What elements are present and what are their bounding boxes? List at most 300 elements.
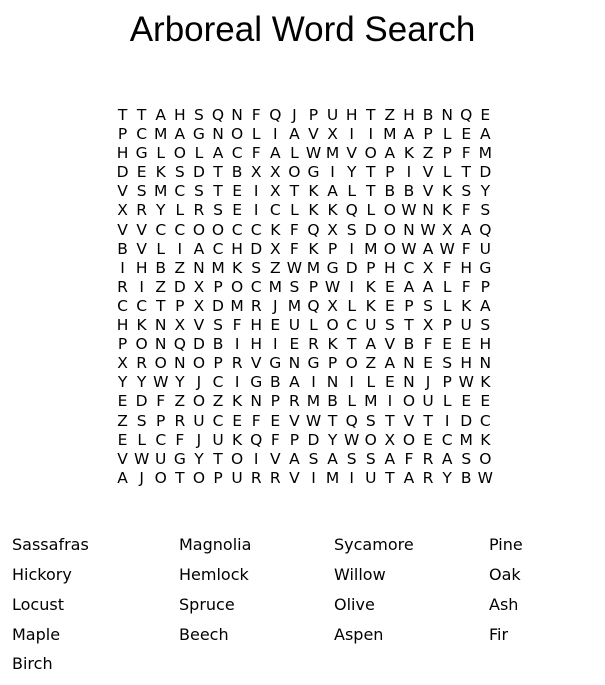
grid-letter: X — [193, 296, 205, 315]
grid-letter: W — [133, 449, 150, 468]
grid-letter: F — [270, 430, 280, 449]
grid-letter: W — [153, 373, 169, 392]
grid-letter: P — [213, 354, 223, 373]
grid-letter: N — [403, 220, 415, 239]
grid-letter: W — [477, 468, 493, 487]
grid-letter: P — [270, 392, 280, 411]
grid-letter: V — [193, 316, 205, 335]
grid-letter: A — [403, 277, 415, 296]
grid-letter: X — [250, 163, 262, 182]
grid-letter: P — [423, 125, 433, 144]
grid-letter: I — [330, 163, 335, 182]
grid-letter: H — [116, 144, 129, 163]
grid-letter: S — [136, 411, 147, 430]
grid-letter: X — [117, 201, 128, 220]
word-list-item: Hemlock — [179, 565, 249, 584]
grid-letter: P — [442, 373, 452, 392]
grid-letter: S — [213, 201, 223, 220]
grid-letter: S — [365, 449, 376, 468]
grid-letter: H — [174, 106, 186, 124]
grid-letter: B — [422, 106, 434, 124]
grid-letter: B — [212, 335, 224, 354]
grid-letter: S — [480, 316, 491, 335]
grid-letter: C — [441, 430, 453, 449]
grid-letter: U — [231, 468, 243, 487]
grid-letter: M — [268, 277, 282, 296]
grid-letter: D — [192, 163, 205, 182]
grid-letter: N — [193, 258, 205, 277]
grid-letter: R — [250, 468, 262, 487]
grid-letter: O — [383, 220, 396, 239]
grid-letter: W — [401, 201, 417, 220]
grid-letter: L — [442, 163, 452, 182]
grid-letter: S — [442, 354, 453, 373]
grid-letter: F — [251, 106, 261, 124]
grid-letter: X — [327, 125, 338, 144]
grid-letter: R — [250, 296, 262, 315]
grid-letter: L — [290, 144, 299, 163]
grid-letter: K — [365, 296, 376, 315]
word-list-item: Olive — [334, 595, 375, 614]
grid-letter: Y — [136, 373, 147, 392]
grid-row — [113, 316, 495, 335]
grid-letter: G — [307, 163, 320, 182]
grid-letter: X — [327, 296, 338, 315]
grid-letter: T — [156, 296, 166, 315]
grid-letter: C — [136, 296, 148, 315]
grid-letter: Y — [327, 430, 338, 449]
grid-letter: H — [116, 316, 129, 335]
grid-letter: O — [231, 125, 244, 144]
grid-letter: Z — [174, 258, 186, 277]
grid-letter: Q — [345, 411, 358, 430]
grid-letter: P — [308, 277, 319, 296]
grid-letter: P — [366, 258, 376, 277]
grid-letter: I — [273, 125, 278, 144]
grid-letter: Q — [269, 106, 282, 124]
grid-letter: M — [287, 296, 302, 315]
grid-letter: J — [273, 296, 278, 315]
grid-letter: J — [425, 373, 431, 392]
grid-letter: U — [155, 449, 167, 468]
grid-letter: X — [422, 258, 434, 277]
grid-letter: M — [325, 144, 340, 163]
grid-letter: Q — [307, 296, 320, 315]
grid-letter: S — [423, 296, 433, 315]
word-list-item: Maple — [12, 625, 61, 644]
grid-letter: O — [231, 277, 244, 296]
word-list-item: Spruce — [179, 595, 235, 614]
grid-letter: H — [384, 258, 396, 277]
grid-letter: E — [270, 316, 281, 335]
grid-letter: K — [232, 392, 243, 411]
grid-letter: X — [193, 277, 205, 296]
grid-letter: A — [403, 125, 415, 144]
grid-letter: M — [383, 125, 397, 144]
grid-letter: F — [461, 277, 471, 296]
grid-letter: E — [232, 201, 242, 220]
grid-letter: J — [196, 373, 202, 392]
grid-row — [113, 469, 495, 488]
grid-letter: P — [117, 335, 128, 354]
grid-letter: L — [156, 239, 166, 258]
grid-letter: K — [480, 430, 491, 449]
grid-letter: V — [289, 468, 300, 487]
grid-letter: F — [251, 144, 261, 163]
grid-letter: S — [308, 449, 319, 468]
grid-letter: X — [269, 239, 281, 258]
grid-letter: Y — [156, 201, 166, 220]
grid-letter: T — [175, 468, 185, 487]
grid-letter: B — [403, 335, 415, 354]
grid-letter: N — [231, 106, 243, 124]
grid-letter: E — [117, 430, 128, 449]
grid-row — [113, 412, 495, 431]
grid-letter: F — [289, 220, 299, 239]
grid-letter: K — [403, 144, 415, 163]
word-list-item: Willow — [334, 565, 386, 584]
grid-letter: I — [387, 392, 393, 411]
grid-letter: P — [213, 468, 223, 487]
word-list-item: Pine — [489, 535, 523, 554]
grid-letter: F — [461, 239, 471, 258]
grid-letter: L — [442, 392, 452, 411]
grid-letter: U — [479, 239, 491, 258]
grid-letter: D — [479, 163, 492, 182]
grid-letter: K — [270, 220, 281, 239]
grid-letter: S — [480, 201, 491, 220]
letter-grid — [113, 106, 495, 488]
grid-letter: B — [155, 258, 167, 277]
grid-letter: E — [480, 106, 491, 124]
grid-letter: L — [366, 201, 376, 220]
grid-letter: B — [327, 392, 338, 411]
grid-letter: O — [154, 354, 167, 373]
grid-letter: H — [345, 106, 358, 124]
grid-letter: P — [156, 411, 166, 430]
grid-letter: I — [349, 277, 354, 296]
grid-letter: S — [365, 411, 376, 430]
grid-letter: L — [347, 182, 356, 201]
grid-letter: X — [441, 220, 453, 239]
grid-letter: I — [349, 125, 354, 144]
grid-letter: N — [422, 201, 434, 220]
grid-letter: X — [384, 430, 396, 449]
grid-letter: K — [442, 201, 453, 220]
grid-letter: F — [251, 411, 261, 430]
word-list-item: Magnolia — [179, 535, 252, 554]
grid-letter: I — [234, 335, 240, 354]
grid-letter: I — [311, 468, 316, 487]
grid-letter: A — [327, 182, 338, 201]
grid-letter: T — [423, 411, 433, 430]
grid-letter: N — [174, 354, 186, 373]
grid-letter: D — [345, 258, 358, 277]
grid-letter: E — [442, 335, 453, 354]
grid-letter: V — [269, 449, 281, 468]
grid-letter: J — [139, 468, 144, 487]
grid-letter: I — [311, 373, 316, 392]
grid-letter: I — [368, 125, 374, 144]
grid-letter: P — [327, 354, 338, 373]
grid-letter: P — [385, 163, 395, 182]
grid-letter: E — [232, 182, 242, 201]
grid-letter: I — [234, 373, 240, 392]
grid-letter: E — [136, 163, 147, 182]
grid-letter: M — [306, 392, 321, 411]
grid-letter: C — [174, 182, 186, 201]
word-list-item: Beech — [179, 625, 229, 644]
grid-letter: G — [269, 354, 282, 373]
grid-letter: I — [253, 201, 259, 220]
grid-letter: F — [442, 258, 452, 277]
grid-letter: D — [364, 220, 377, 239]
word-list-item: Oak — [489, 565, 521, 584]
grid-letter: R — [422, 468, 434, 487]
grid-letter: M — [306, 258, 321, 277]
grid-letter: A — [480, 296, 491, 315]
grid-letter: F — [461, 144, 471, 163]
grid-letter: A — [289, 373, 300, 392]
grid-letter: O — [192, 392, 206, 411]
grid-letter: A — [422, 239, 434, 258]
grid-letter: S — [289, 277, 300, 296]
grid-letter: R — [136, 354, 148, 373]
grid-letter: A — [384, 144, 396, 163]
grid-letter: T — [117, 106, 128, 124]
grid-letter: L — [442, 277, 452, 296]
grid-letter: N — [250, 392, 262, 411]
grid-letter: I — [349, 239, 354, 258]
grid-letter: L — [251, 125, 261, 144]
grid-letter: Q — [307, 220, 320, 239]
grid-letter: O — [192, 468, 206, 487]
grid-letter: D — [212, 296, 224, 315]
grid-letter: A — [269, 144, 281, 163]
grid-letter: D — [116, 163, 129, 182]
grid-letter: E — [461, 125, 472, 144]
grid-letter: O — [173, 144, 186, 163]
grid-letter: S — [136, 182, 147, 201]
grid-row — [113, 144, 495, 163]
grid-letter: S — [251, 258, 262, 277]
grid-letter: A — [174, 125, 186, 144]
grid-row — [113, 125, 495, 144]
grid-letter: F — [461, 201, 471, 220]
grid-letter: V — [308, 125, 319, 144]
grid-letter: L — [347, 392, 356, 411]
grid-letter: K — [308, 201, 319, 220]
grid-letter: C — [212, 411, 224, 430]
grid-letter: A — [155, 106, 167, 124]
grid-letter: I — [253, 449, 259, 468]
grid-letter: E — [461, 335, 472, 354]
grid-letter: T — [213, 163, 223, 182]
grid-letter: G — [192, 125, 205, 144]
grid-letter: W — [324, 277, 341, 296]
grid-letter: Y — [194, 449, 204, 468]
grid-letter: V — [136, 239, 147, 258]
grid-row — [113, 182, 495, 201]
grid-letter: L — [175, 201, 185, 220]
grid-letter: C — [250, 220, 262, 239]
grid-row — [113, 392, 495, 411]
grid-letter: E — [461, 392, 472, 411]
grid-letter: D — [135, 392, 148, 411]
grid-letter: V — [384, 335, 396, 354]
grid-letter: Z — [422, 144, 434, 163]
grid-letter: D — [192, 335, 205, 354]
grid-letter: Z — [117, 411, 128, 430]
grid-letter: K — [308, 239, 319, 258]
grid-letter: I — [349, 468, 354, 487]
grid-letter: R — [136, 201, 148, 220]
grid-letter: Y — [175, 373, 185, 392]
grid-letter: G — [173, 449, 186, 468]
grid-letter: G — [135, 144, 148, 163]
grid-row — [113, 373, 495, 392]
grid-letter: O — [135, 335, 148, 354]
grid-letter: R — [308, 335, 319, 354]
grid-letter: S — [194, 106, 204, 124]
grid-letter: A — [327, 449, 338, 468]
grid-letter: H — [479, 335, 492, 354]
grid-letter: E — [480, 392, 491, 411]
grid-letter: S — [461, 449, 472, 468]
grid-letter: M — [364, 392, 378, 411]
grid-letter: C — [346, 316, 358, 335]
grid-letter: T — [366, 182, 376, 201]
grid-letter: I — [444, 411, 450, 430]
grid-letter: F — [404, 449, 414, 468]
grid-letter: I — [349, 373, 354, 392]
grid-row — [113, 431, 495, 450]
grid-letter: B — [117, 239, 128, 258]
grid-letter: W — [305, 411, 322, 430]
grid-letter: N — [326, 373, 339, 392]
grid-letter: O — [211, 220, 225, 239]
grid-letter: L — [194, 144, 204, 163]
grid-letter: Y — [117, 373, 128, 392]
puzzle-title: Arboreal Word Search — [129, 10, 476, 49]
grid-letter: H — [460, 354, 473, 373]
grid-letter: M — [230, 296, 244, 315]
grid-letter: D — [250, 239, 263, 258]
grid-letter: H — [403, 106, 415, 124]
grid-letter: V — [117, 182, 128, 201]
grid-letter: V — [250, 354, 262, 373]
grid-letter: X — [422, 316, 434, 335]
grid-letter: O — [345, 354, 358, 373]
grid-letter: O — [364, 144, 377, 163]
grid-letter: K — [136, 316, 147, 335]
grid-letter: T — [346, 335, 357, 354]
grid-letter: T — [385, 468, 395, 487]
grid-letter: W — [458, 373, 474, 392]
grid-letter: P — [327, 239, 338, 258]
grid-letter: C — [269, 201, 281, 220]
grid-letter: I — [139, 277, 144, 296]
grid-letter: A — [117, 468, 128, 487]
grid-letter: X — [269, 163, 281, 182]
grid-letter: C — [117, 296, 128, 315]
grid-letter: H — [250, 335, 263, 354]
grid-letter: P — [480, 277, 490, 296]
grid-letter: D — [460, 411, 473, 430]
grid-letter: H — [231, 239, 243, 258]
grid-letter: S — [346, 449, 357, 468]
grid-letter: V — [346, 144, 357, 163]
grid-letter: M — [154, 125, 168, 144]
grid-letter: Z — [384, 106, 396, 124]
grid-letter: S — [213, 316, 223, 335]
grid-letter: O — [154, 468, 167, 487]
grid-letter: C — [231, 220, 243, 239]
word-list-item: Birch — [12, 654, 53, 673]
grid-letter: J — [196, 430, 202, 449]
grid-letter: Z — [174, 392, 186, 411]
grid-letter: U — [288, 316, 301, 335]
grid-letter: L — [347, 296, 356, 315]
grid-letter: Q — [479, 220, 492, 239]
grid-letter: M — [459, 430, 473, 449]
grid-letter: N — [212, 125, 224, 144]
grid-letter: B — [403, 182, 415, 201]
grid-letter: P — [308, 106, 319, 124]
grid-letter: A — [422, 277, 434, 296]
grid-letter: F — [156, 392, 166, 411]
grid-letter: H — [135, 258, 148, 277]
grid-letter: K — [232, 258, 243, 277]
grid-letter: B — [269, 373, 281, 392]
grid-letter: C — [250, 277, 262, 296]
grid-letter: L — [156, 144, 166, 163]
grid-letter: U — [365, 316, 377, 335]
grid-letter: S — [346, 220, 357, 239]
grid-letter: Y — [346, 163, 357, 182]
grid-letter: P — [117, 125, 128, 144]
grid-letter: S — [461, 182, 472, 201]
grid-letter: I — [273, 335, 278, 354]
grid-letter: C — [136, 125, 148, 144]
grid-letter: B — [460, 468, 472, 487]
grid-row — [113, 201, 495, 220]
grid-letter: O — [479, 449, 492, 468]
grid-letter: P — [442, 316, 452, 335]
grid-letter: K — [327, 201, 338, 220]
grid-letter: T — [461, 163, 471, 182]
grid-letter: C — [174, 220, 186, 239]
grid-letter: U — [460, 316, 472, 335]
grid-letter: E — [384, 296, 395, 315]
grid-letter: P — [175, 296, 185, 315]
grid-letter: H — [460, 258, 473, 277]
grid-letter: S — [384, 316, 395, 335]
grid-letter: A — [212, 144, 224, 163]
grid-letter: N — [154, 335, 167, 354]
grid-letter: E — [232, 411, 242, 430]
grid-row — [113, 354, 495, 373]
word-list-item: Sassafras — [12, 535, 89, 554]
grid-letter: O — [402, 430, 416, 449]
grid-letter: L — [309, 316, 318, 335]
grid-letter: O — [192, 220, 206, 239]
word-list-item: Ash — [489, 595, 519, 614]
grid-letter: I — [177, 239, 183, 258]
grid-letter: M — [211, 258, 225, 277]
grid-letter: E — [117, 392, 128, 411]
grid-letter: F — [175, 430, 185, 449]
